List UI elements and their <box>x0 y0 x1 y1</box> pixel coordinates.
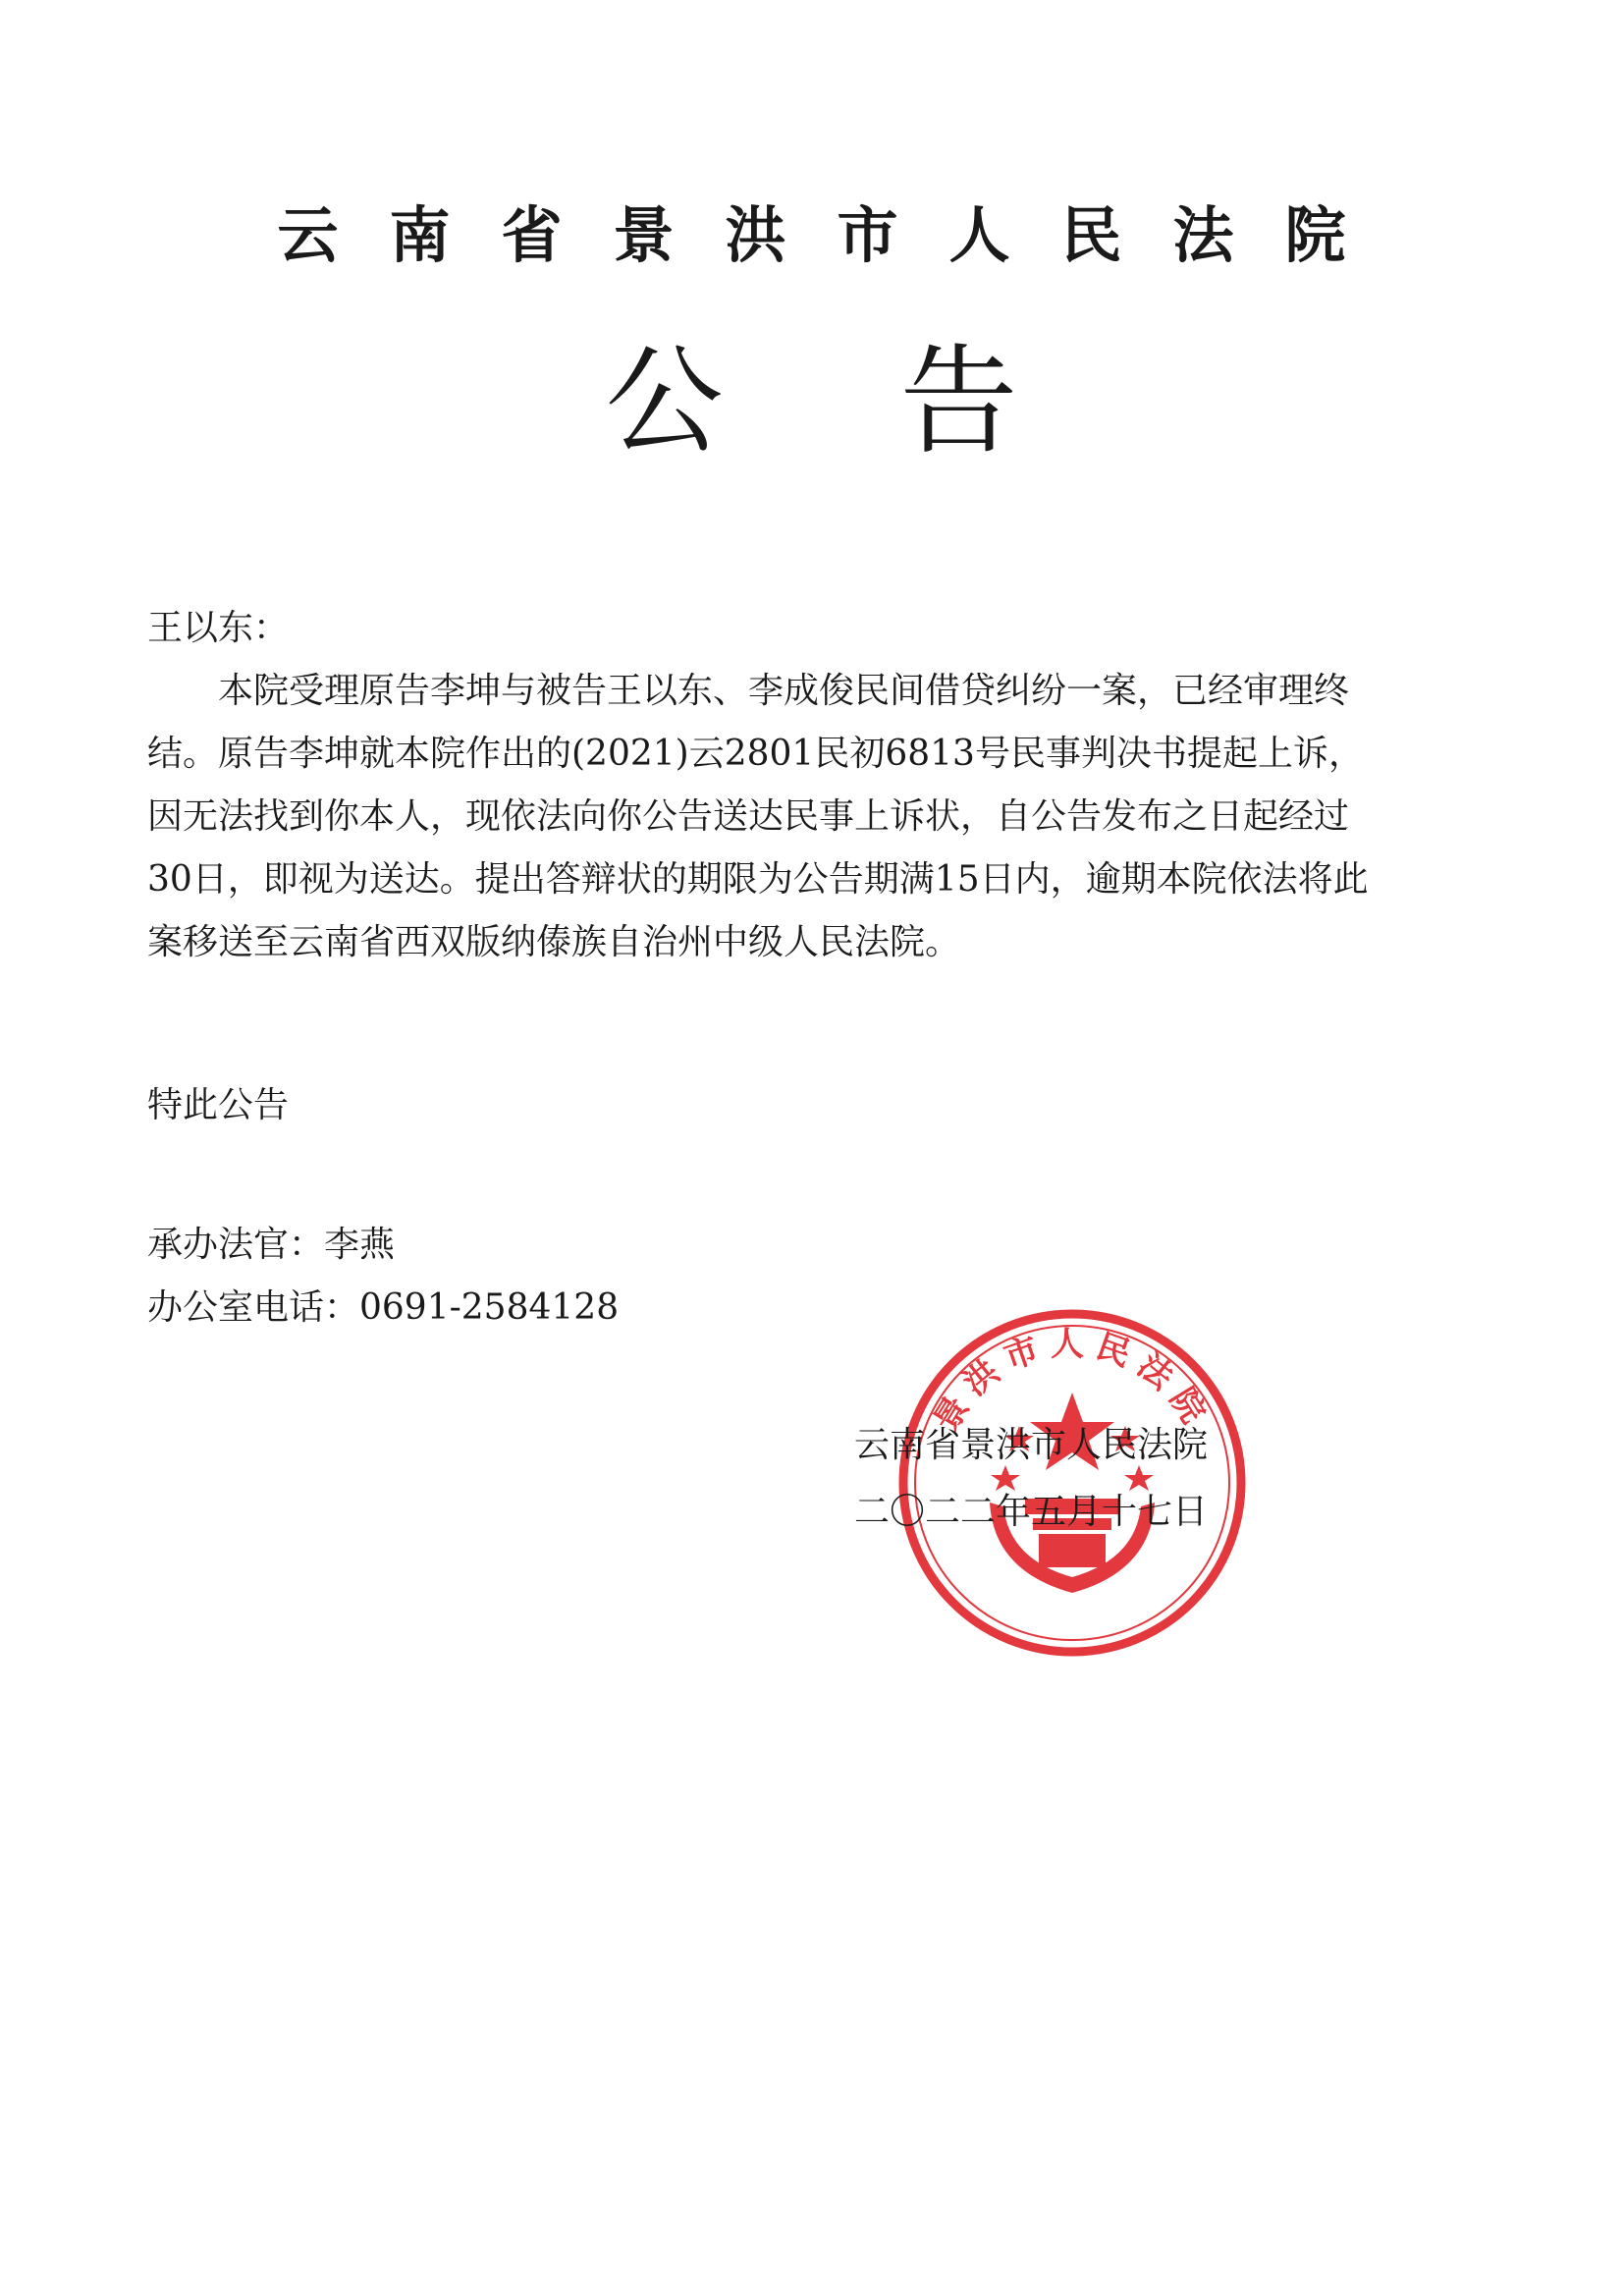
body-line: 结。原告李坤就本院作出的(2021)云2801民初6813号民事判决书提起上诉， <box>147 734 1364 774</box>
seal-text: 景洪市人民法院 <box>926 1325 1218 1439</box>
closing-remark: 特此公告 <box>147 1085 290 1125</box>
document-title: 公告 <box>605 334 1195 470</box>
body-line: 30日，即视为送达。提出答辩状的期限为公告期满15日内，逾期本院依法将此 <box>147 859 1369 900</box>
body-line: 案移送至云南省西双版纳傣族自治州中级人民法院。 <box>147 922 961 962</box>
addressee: 王以东： <box>147 608 290 648</box>
body-line: 因无法找到你本人，现依法向你公告送达民事上诉状，自公告发布之日起经过 <box>147 796 1350 837</box>
office-phone: 办公室电话：0691-2584128 <box>147 1287 620 1328</box>
judge-contact: 承办法官：李燕 <box>147 1225 396 1265</box>
signing-date: 二〇二二年五月十七日 <box>854 1492 1209 1532</box>
notice-body <box>147 660 1473 974</box>
signing-organization: 云南省景洪市人民法院 <box>854 1425 1209 1465</box>
court-name-heading: 云南省景洪市人民法院 <box>277 199 1397 271</box>
body-line: 本院受理原告李坤与被告王以东、李成俊民间借贷纠纷一案，已经审理终 <box>218 671 1350 711</box>
